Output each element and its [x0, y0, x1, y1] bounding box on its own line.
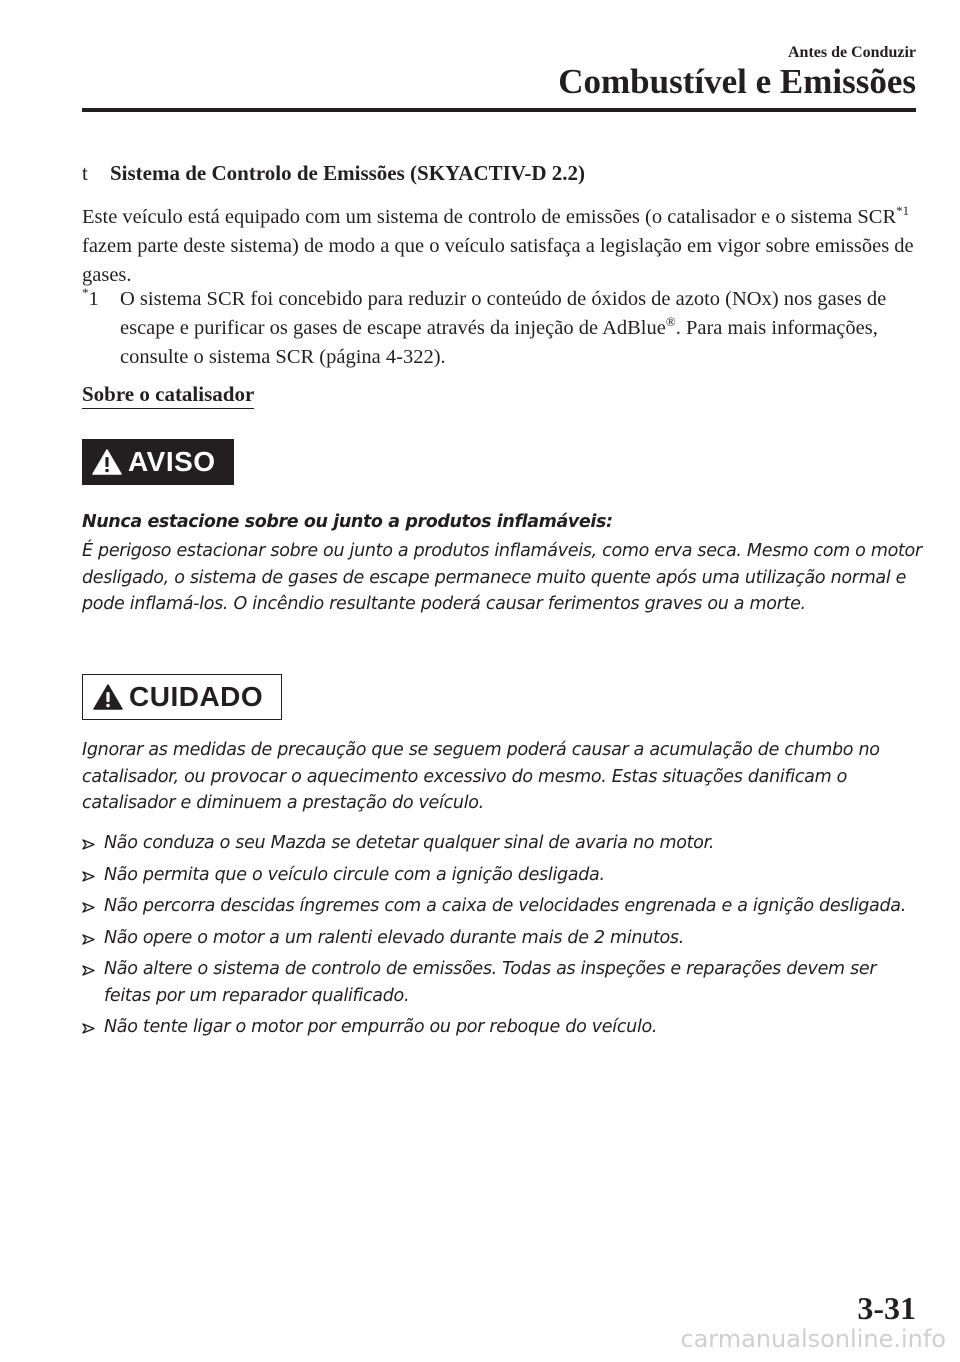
- list-item: [82, 893, 922, 920]
- arrow-bullet-icon: [82, 934, 96, 945]
- chapter-name: Antes de Conduzir: [787, 44, 916, 61]
- footnote-reference: *1: [896, 203, 910, 219]
- intro-paragraph: [82, 203, 917, 290]
- list-item-text: Não altere o sistema de controlo de emissões. Todas as inspeções e reparações devem ser feitas por um reparador qualificado.: [104, 959, 877, 1006]
- footnote-number: 1: [88, 288, 99, 310]
- intro-text-part1: Este veículo está equipado com um sistema de controlo de emissões (o catalisador e o sistema SCR: [82, 206, 897, 228]
- arrow-bullet-icon: [82, 965, 96, 976]
- list-item-text: Não tente ligar o motor por empurrão ou por reboque do veículo.: [104, 1017, 658, 1037]
- header-divider: [82, 108, 916, 112]
- intro-text-part2: fazem parte deste sistema) de modo a que o veículo satisfaça a legislação em vigor sobre emissões de gases.: [82, 235, 914, 286]
- warning-badge: [82, 439, 234, 485]
- list-item: [82, 862, 922, 889]
- warning-badge-label: AVISO: [128, 446, 216, 477]
- list-item: [82, 956, 922, 1009]
- arrow-bullet-icon: [82, 902, 96, 913]
- page-title: Combustível e Emissões: [558, 62, 916, 101]
- arrow-bullet-icon: [82, 839, 96, 850]
- section-heading-text: Sistema de Controlo de Emissões (SKYACTIV-D 2.2): [110, 161, 586, 185]
- list-item: [82, 1014, 922, 1041]
- footnote-asterisk: *: [82, 285, 89, 301]
- caution-text: Ignorar as medidas de precaução que se seguem poderá causar a acumulação de chumbo no catalisador, ou provocar o aquecimento excessivo do mesmo. Estas situações danificam o catalisador e diminuem a prestação do veículo.: [82, 740, 880, 813]
- warning-triangle-icon: [93, 683, 123, 711]
- page-number: 3-31: [857, 1290, 916, 1326]
- footnote: [82, 285, 917, 372]
- list-item-text: Não percorra descidas íngremes com a caixa de velocidades engrenada e a ignição desligada.: [104, 896, 906, 916]
- section-marker: t: [82, 161, 88, 185]
- arrow-bullet-icon: [82, 1023, 96, 1034]
- list-item-text: Não permita que o veículo circule com a ignição desligada.: [104, 864, 605, 885]
- list-item-text: Não conduza o seu Mazda se detetar qualquer sinal de avaria no motor.: [104, 833, 715, 853]
- section-heading: [82, 161, 585, 186]
- caution-badge: [82, 674, 282, 720]
- watermark: carmanualsonline.info: [680, 1325, 946, 1353]
- arrow-bullet-icon: [82, 871, 96, 882]
- warning-triangle-icon: [92, 448, 122, 476]
- footnote-text-part2: . Para mais informações, consulte o sistema SCR (página 4-322).: [120, 317, 878, 368]
- footnote-marker: [82, 285, 99, 314]
- footnote-text: [82, 285, 917, 372]
- caution-list: [82, 830, 922, 1046]
- registered-mark: ®: [665, 314, 676, 330]
- warning-text: É perigoso estacionar sobre ou junto a produtos inflamáveis, como erva seca. Mesmo com o motor desligado, o sistema de gases de escape permanece muito quente após uma utilização normal e pode inflamá-los. O incêndio resultante poderá causar ferimentos graves ou a morte.: [82, 541, 922, 614]
- list-item-text: Não opere o motor a um ralenti elevado durante mais de 2 minutos.: [104, 927, 684, 948]
- warning-heading: Nunca estacione sobre ou junto a produtos inflamáveis:: [82, 512, 613, 532]
- list-item: [82, 830, 922, 857]
- footnote-text-part1: O sistema SCR foi concebido para reduzir o conteúdo de óxidos de azoto (NOx) nos gases de escape e purificar os gases de escape através da injeção de AdBlue: [120, 288, 887, 339]
- caution-badge-label: CUIDADO: [129, 681, 264, 712]
- list-item: [82, 925, 922, 952]
- subsection-heading: Sobre o catalisador: [82, 382, 254, 409]
